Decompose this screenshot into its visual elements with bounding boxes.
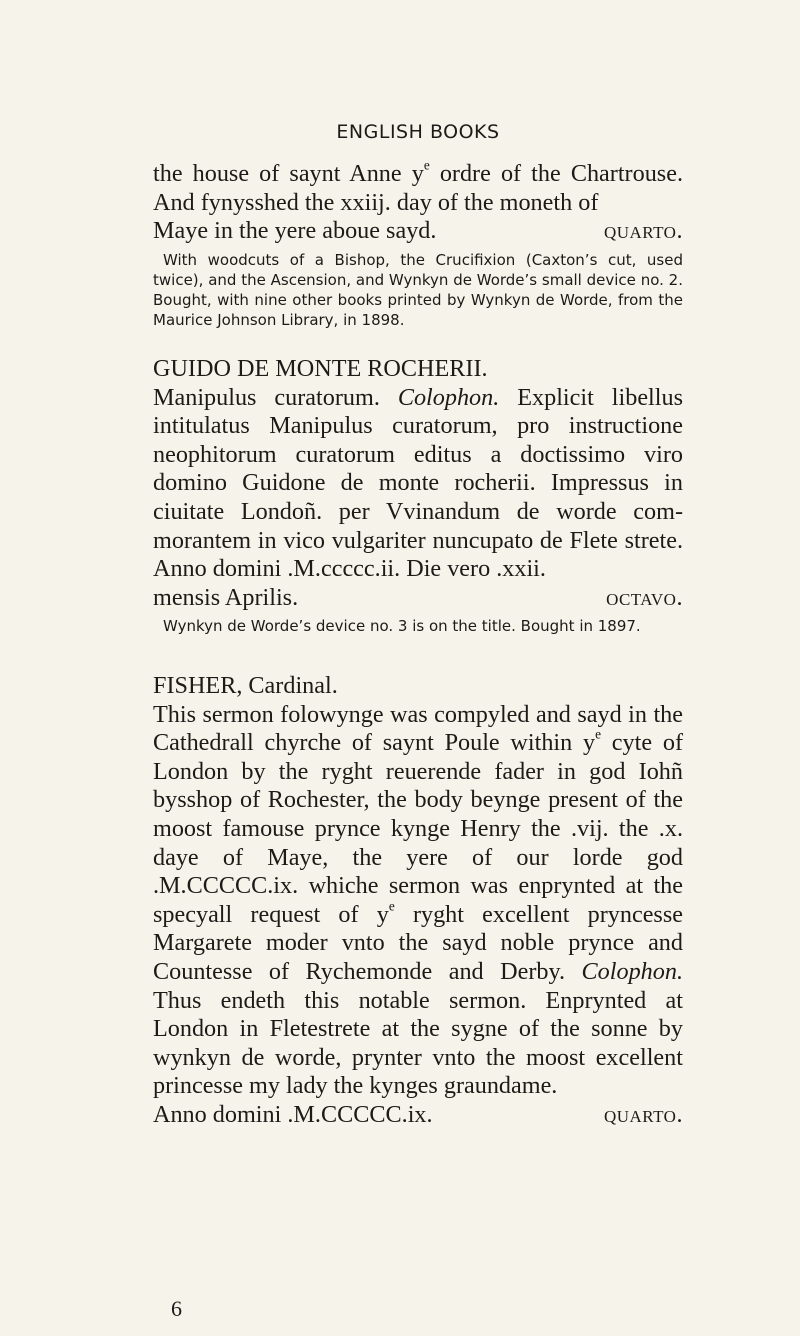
colophon-label: Colophon. [581, 957, 683, 985]
entry-heading: GUIDO DE MONTE ROCHERII. [153, 355, 488, 382]
colophon-label: Colophon. [397, 383, 500, 411]
entry-guido [153, 355, 683, 636]
page-number: 6 [171, 1296, 182, 1321]
continuation-last-line: Maye in the yere aboue sayd. quarto. [153, 217, 683, 245]
continuation-entry [153, 157, 683, 330]
bibliographic-note: With woodcuts of a Bishop, the Crucifixion (Caxton’s cut, used twice), and the Ascension, and Wynkyn de Worde’s small device no. 2. Bought, with nine other books printed by Wynkyn de Worde, from the Maurice Johnson Library, in 1898. [153, 250, 683, 329]
entry-text: Manipulus curatorum. Colophon. Explicit libellus intitulatus Manipulus curatorum, pro instructione neophitorum curatorum editus a doctissimo viro domino Guidone de monte rocherii. Impressus in ciuitate Londoñ. per Vvinandum de worde commorantem in vico vulgariter nuncupato de Flete strete. Anno domini .M.ccccc.ii. Die vero .xxii. mensis Aprilis. octavo. [153, 383, 683, 611]
entry-last-line: mensis Aprilis. octavo. [153, 583, 683, 611]
continuation-text: the house of saynt Anne $y^e$ ordre of the Chartrouse. And fynysshed the xxiij. day of the moneth of Maye in the yere aboue sayd. quarto. [153, 157, 683, 245]
format-label: quarto. [603, 217, 683, 245]
entry-last-line: Anno domini .M.CCCCC.ix. quarto. [153, 1100, 683, 1128]
format-label: quarto. [603, 1100, 683, 1128]
entry-text: This sermon folowynge was compyled and sayd in the Cathedrall chyrche of saynt Poule within $y^e$ cyte of London by the ryght reuerende fader in god Iohñ bysshop of Rochester, the body beynge present of the moost famouse prynce kynge Henry the .vij. the .x. daye of Maye, the yere of our lorde god .M.CCCCC.ix. whiche sermon was enprynted at the specyall request of $y^e$ ryght excellent pryncesse Margarete moder vnto the sayd noble prynce and Countesse of Rychemonde and Derby. Colophon. Thus endeth this notable sermon. Enprynted at London in Fletestrete at the sygne of the sonne by wynkyn de worde, prynter vnto the moost excellent princesse my lady the kynges graundame. Anno domini .M.CCCCC.ix. quarto. [153, 700, 684, 1128]
bibliographic-note: Wynkyn de Worde’s device no. 3 is on the title. Bought in 1897. [163, 617, 641, 636]
format-label: octavo. [606, 583, 683, 611]
entry-fisher [153, 672, 683, 1130]
running-head: ENGLISH BOOKS [336, 121, 500, 143]
entry-heading: FISHER, Cardinal. [153, 672, 338, 699]
